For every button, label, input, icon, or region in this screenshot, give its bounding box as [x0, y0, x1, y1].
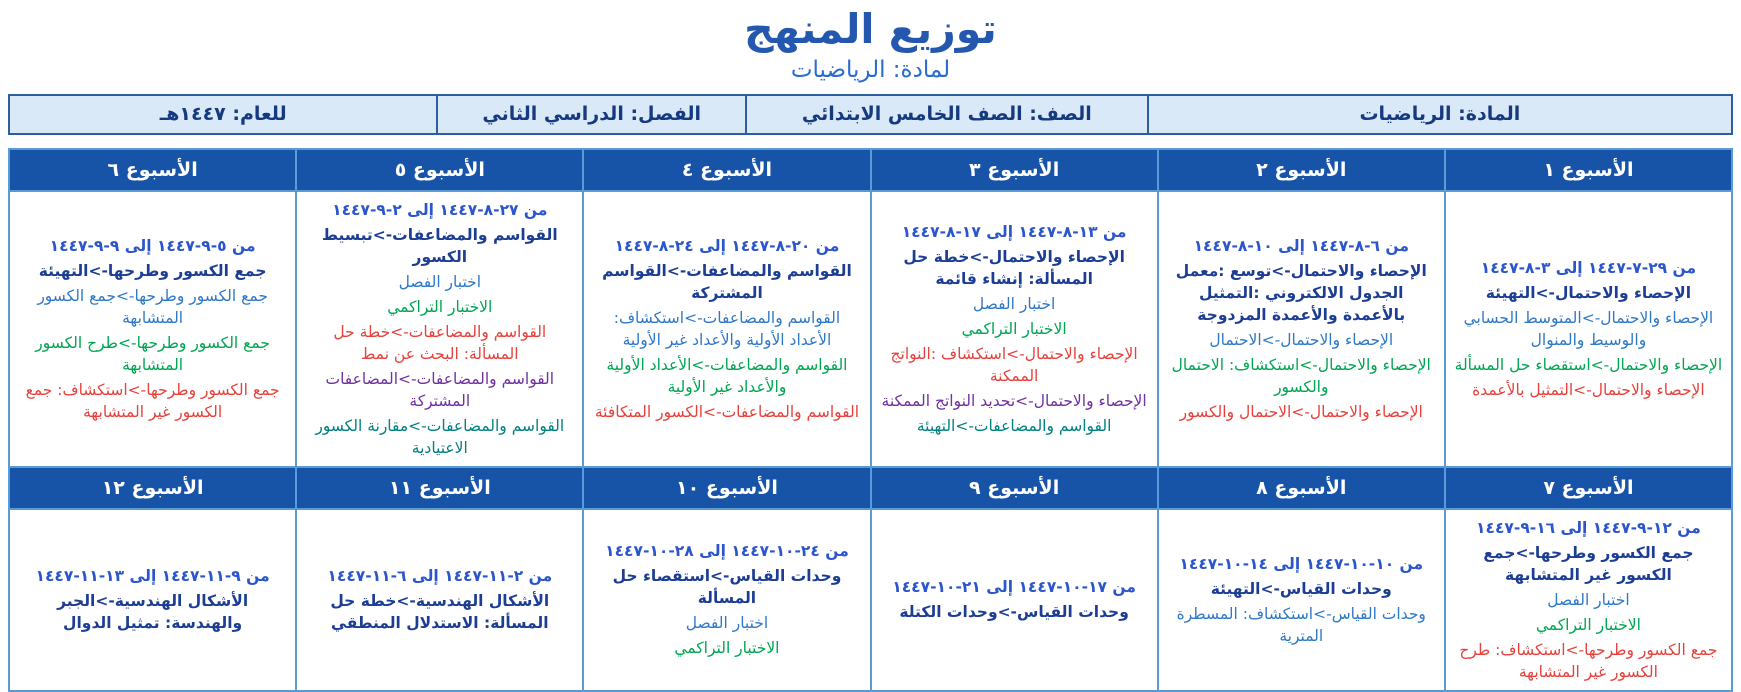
- week-8-header: الأسبوع ٨: [1158, 467, 1445, 509]
- main-topic: جمع الكسور وطرحها->التهيئة: [38, 261, 267, 280]
- week-6-header: الأسبوع ٦: [9, 149, 296, 191]
- week-7-cell: [1445, 509, 1732, 691]
- curriculum-item: الإحصاء والاحتمال->استكشاف :النواتج الممكنة: [890, 344, 1138, 385]
- week-12-cell: [9, 509, 296, 691]
- week-body-row-1: [9, 191, 1732, 467]
- main-topic: وحدات القياس->استقصاء حل المسألة: [612, 567, 842, 608]
- curriculum-item: الإحصاء والاحتمال->استقصاء حل المسألة: [1454, 355, 1723, 374]
- info-bar: [8, 94, 1733, 135]
- curriculum-item: الاختبار التراكمي: [1535, 615, 1641, 634]
- week-header-row-2: [9, 467, 1732, 509]
- curriculum-item: الإحصاء والاحتمال->تحديد النواتج الممكنة: [881, 391, 1147, 410]
- week-9-header: الأسبوع ٩: [871, 467, 1158, 509]
- curriculum-item: الإحصاء والاحتمال->استكشاف: الاحتمال والكسور: [1171, 355, 1431, 396]
- info-subject: المادة: الرياضيات: [1148, 95, 1732, 134]
- week-body-row-2: [9, 509, 1732, 691]
- info-year: للعام: ١٤٤٧هـ: [9, 95, 437, 134]
- curriculum-item: القواسم والمضاعفات->مقارنة الكسور الاعتيادية: [315, 416, 565, 457]
- week-1-header: الأسبوع ١: [1445, 149, 1732, 191]
- week-3-header: الأسبوع ٣: [871, 149, 1158, 191]
- main-topic: الإحصاء والاحتمال->خطة حل المسألة: إنشاء قائمة: [903, 247, 1125, 288]
- curriculum-item: الاختبار التراكمي: [961, 319, 1067, 338]
- week-4-cell: [583, 191, 870, 467]
- page-subtitle: لمادة: الرياضيات: [790, 57, 951, 84]
- curriculum-item: اختبار الفصل: [1547, 590, 1630, 609]
- week-date: من ١٠-١٠-١٤٤٧ إلى ١٤-١٠-١٤٤٧: [1179, 554, 1424, 573]
- week-date: من ٥-٩-١٤٤٧ إلى ٩-٩-١٤٤٧: [49, 236, 256, 255]
- curriculum-item: الإحصاء والاحتمال->الاحتمال: [1209, 330, 1394, 349]
- curriculum-item: جمع الكسور وطرحها->جمع الكسور المتشابهة: [37, 286, 268, 327]
- week-10-header: الأسبوع ١٠: [583, 467, 870, 509]
- main-topic: الأشكال الهندسية->الجبر والهندسة: تمثيل الدوال: [57, 592, 249, 633]
- curriculum-item: اختبار الفصل: [685, 614, 769, 633]
- week-date: من ٢٧-٨-١٤٤٧ إلى ٢-٩-١٤٤٧: [332, 200, 548, 219]
- main-topic: وحدات القياس->وحدات الكتلة: [899, 603, 1129, 622]
- week-6-cell: [9, 191, 296, 467]
- main-topic: القواسم والمضاعفات->تبسيط الكسور: [321, 225, 558, 266]
- week-2-header: الأسبوع ٢: [1158, 149, 1445, 191]
- main-topic: الإحصاء والاحتمال->التهيئة: [1485, 283, 1692, 302]
- curriculum-item: جمع الكسور وطرحها->استكشاف: جمع الكسور غير المتشابهة: [25, 380, 280, 421]
- page-title: توزيع المنهج: [744, 5, 997, 53]
- curriculum-item: القواسم والمضاعفات->المضاعفات المشتركة: [325, 369, 555, 410]
- curriculum-item: القواسم والمضاعفات->الكسور المتكافئة: [594, 402, 860, 421]
- info-semester: الفصل: الدراسي الثاني: [437, 95, 746, 134]
- curriculum-item: الإحصاء والاحتمال->الاحتمال والكسور: [1179, 402, 1423, 421]
- week-date: من ١٧-١٠-١٤٤٧ إلى ٢١-١٠-١٤٤٧: [892, 578, 1136, 597]
- curriculum-item: الإحصاء والاحتمال->التمثيل بالأعمدة: [1472, 380, 1705, 399]
- week-date: من ١٣-٨-١٤٤٧ إلى ١٧-٨-١٤٤٧: [901, 222, 1127, 241]
- week-9-cell: [871, 509, 1158, 691]
- curriculum-distribution-page: [0, 4, 1741, 681]
- curriculum-item: اختبار الفصل: [972, 294, 1056, 313]
- curriculum-item: جمع الكسور وطرحها->استكشاف: طرح الكسور غير المتشابهة: [1459, 640, 1718, 681]
- main-topic: جمع الكسور وطرحها->جمع الكسور غير المتشابهة: [1483, 543, 1694, 584]
- curriculum-item: القواسم والمضاعفات->استكشاف: الأعداد الأولية والأعداد غير الأولية: [613, 308, 841, 349]
- curriculum-item: القواسم والمضاعفات->خطة حل المسألة: البحث عن نمط: [333, 322, 547, 363]
- week-date: من ٩-١١-١٤٤٧ إلى ١٣-١١-١٤٤٧: [35, 567, 270, 586]
- week-5-header: الأسبوع ٥: [296, 149, 583, 191]
- week-date: من ٢٩-٧-١٤٤٧ إلى ٣-٨-١٤٤٧: [1480, 258, 1697, 277]
- week-12-header: الأسبوع ١٢: [9, 467, 296, 509]
- week-date: من ٢٤-١٠-١٤٤٧ إلى ٢٨-١٠-١٤٤٧: [605, 542, 849, 561]
- main-topic: وحدات القياس->التهيئة: [1210, 579, 1392, 598]
- week-7-header: الأسبوع ٧: [1445, 467, 1732, 509]
- main-topic: الإحصاء والاحتمال->توسع :معمل الجدول الالكتروني :التمثيل بالأعمدة والأعمدة المزدوجة: [1175, 261, 1427, 324]
- curriculum-item: وحدات القياس->استكشاف: المسطرة المترية: [1176, 604, 1426, 645]
- week-11-cell: [296, 509, 583, 691]
- week-date: من ٦-٨-١٤٤٧ إلى ١٠-٨-١٤٤٧: [1193, 236, 1409, 255]
- curriculum-item: الاختبار التراكمي: [674, 639, 780, 658]
- main-topic: القواسم والمضاعفات->القواسم المشتركة: [602, 261, 852, 302]
- curriculum-item: القواسم والمضاعفات->الأعداد الأولية والأعداد غير الأولية: [606, 355, 848, 396]
- main-topic: الأشكال الهندسية->خطة حل المسألة: الاستدلال المنطقي: [330, 592, 550, 633]
- week-8-cell: [1158, 509, 1445, 691]
- curriculum-item: الإحصاء والاحتمال->المتوسط الحسابي والوسيط والمنوال: [1463, 308, 1714, 349]
- info-grade: الصف: الصف الخامس الابتدائي: [746, 95, 1148, 134]
- week-4-header: الأسبوع ٤: [583, 149, 870, 191]
- curriculum-item: اختبار الفصل: [398, 272, 482, 291]
- week-date: من ٢٠-٨-١٤٤٧ إلى ٢٤-٨-١٤٤٧: [614, 236, 840, 255]
- week-5-cell: [296, 191, 583, 467]
- week-header-row-1: [9, 149, 1732, 191]
- week-2-cell: [1158, 191, 1445, 467]
- page-container: [8, 4, 1733, 692]
- week-3-cell: [871, 191, 1158, 467]
- week-1-cell: [1445, 191, 1732, 467]
- curriculum-item: القواسم والمضاعفات->التهيئة: [916, 416, 1112, 435]
- week-date: من ٢-١١-١٤٤٧ إلى ٦-١١-١٤٤٧: [327, 567, 553, 586]
- curriculum-item: جمع الكسور وطرحها->طرح الكسور المتشابهة: [35, 333, 270, 374]
- week-11-header: الأسبوع ١١: [296, 467, 583, 509]
- curriculum-table: [8, 148, 1733, 692]
- week-date: من ١٢-٩-١٤٤٧ إلى ١٦-٩-١٤٤٧: [1476, 518, 1701, 537]
- curriculum-item: الاختبار التراكمي: [387, 297, 493, 316]
- week-10-cell: [583, 509, 870, 691]
